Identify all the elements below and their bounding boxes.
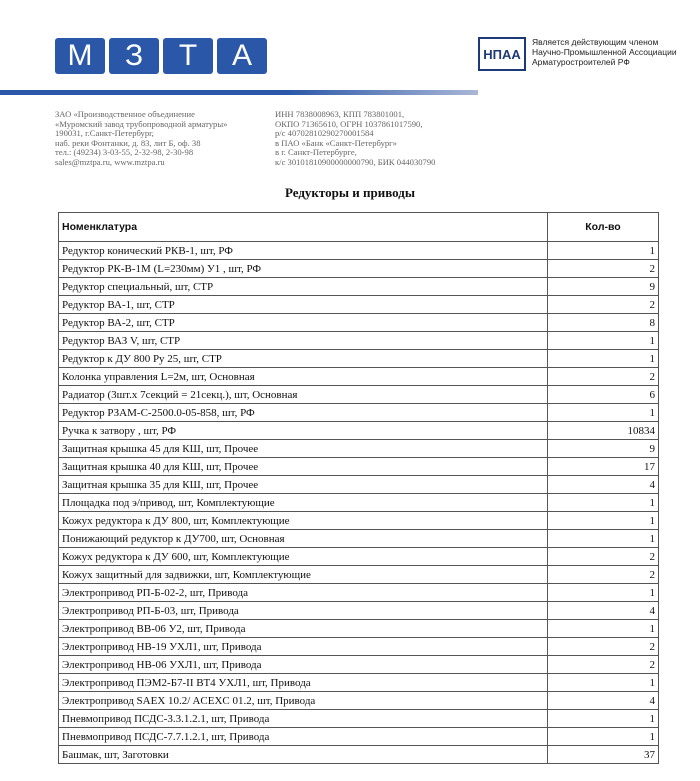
- table-row: [59, 404, 659, 422]
- logo-letter: З: [109, 38, 159, 74]
- item-quantity: 2: [548, 548, 659, 566]
- item-name: Ручка к затвору , шт, РФ: [59, 422, 548, 440]
- item-name: Редуктор ВАЗ V, шт, СТР: [59, 332, 548, 350]
- item-quantity: 1: [548, 512, 659, 530]
- item-name: Защитная крышка 40 для КШ, шт, Прочее: [59, 458, 548, 476]
- table-row: [59, 638, 659, 656]
- item-quantity: 1: [548, 674, 659, 692]
- item-quantity: 1: [548, 530, 659, 548]
- company-line: ОКПО 71365610, ОГРН 1037861017590,: [275, 118, 423, 129]
- item-quantity: 2: [548, 260, 659, 278]
- item-name: Электропривод НВ-19 УХЛ1, шт, Привода: [59, 638, 548, 656]
- table-row: [59, 368, 659, 386]
- table-row: [59, 386, 659, 404]
- company-details: [55, 110, 255, 168]
- table-row: [59, 278, 659, 296]
- item-name: Кожух защитный для задвижки, шт, Комплектующие: [59, 566, 548, 584]
- item-name: Электропривод РП-Б-02-2, шт, Привода: [59, 584, 548, 602]
- item-quantity: 8: [548, 314, 659, 332]
- item-quantity: 6: [548, 386, 659, 404]
- item-quantity: 1: [548, 494, 659, 512]
- item-name: Редуктор РЗАМ-С-2500.0-05-858, шт, РФ: [59, 404, 548, 422]
- item-name: Редуктор РК-В-1М (L=230мм) У1 , шт, РФ: [59, 260, 548, 278]
- table-row: [59, 314, 659, 332]
- association-text: Является действующим членом Научно-Промышленной Ассоциации Арматуростроителей РФ: [532, 37, 677, 67]
- item-name: Электропривод ВВ-06 У2, шт, Привода: [59, 620, 548, 638]
- table-row: [59, 728, 659, 746]
- item-name: Радиатор (3шт.х 7секций = 21секц.), шт, Основная: [59, 386, 548, 404]
- item-quantity: 1: [548, 242, 659, 260]
- table-row: [59, 440, 659, 458]
- company-line: в г. Санкт-Петербурге,: [275, 147, 357, 158]
- table-row: [59, 494, 659, 512]
- table-header-row: [59, 213, 659, 242]
- table-row: [59, 512, 659, 530]
- table-row: [59, 566, 659, 584]
- item-quantity: 2: [548, 566, 659, 584]
- item-quantity: 9: [548, 278, 659, 296]
- item-name: Защитная крышка 35 для КШ, шт, Прочее: [59, 476, 548, 494]
- item-quantity: 2: [548, 296, 659, 314]
- header-rule: [0, 90, 478, 95]
- table-row: [59, 584, 659, 602]
- table-row: [59, 476, 659, 494]
- table-row: [59, 656, 659, 674]
- table-row: [59, 458, 659, 476]
- item-quantity: 2: [548, 638, 659, 656]
- logo-letter: А: [217, 38, 267, 74]
- item-name: Редуктор к ДУ 800 Ру 25, шт, СТР: [59, 350, 548, 368]
- nomenclature-table: [58, 212, 659, 764]
- item-name: Кожух редуктора к ДУ 800, шт, Комплектующие: [59, 512, 548, 530]
- association-block: [478, 37, 687, 71]
- company-logo: [55, 38, 267, 74]
- table-row: [59, 620, 659, 638]
- item-quantity: 4: [548, 476, 659, 494]
- item-quantity: 1: [548, 728, 659, 746]
- item-quantity: 1: [548, 620, 659, 638]
- item-name: Понижающий редуктор к ДУ700, шт, Основная: [59, 530, 548, 548]
- item-quantity: 2: [548, 656, 659, 674]
- item-name: Кожух редуктора к ДУ 600, шт, Комплектующие: [59, 548, 548, 566]
- table-row: [59, 530, 659, 548]
- table-row: [59, 674, 659, 692]
- item-quantity: 1: [548, 350, 659, 368]
- column-header-name: Номенклатура: [59, 213, 548, 242]
- item-quantity: 4: [548, 602, 659, 620]
- item-name: Редуктор специальный, шт, СТР: [59, 278, 548, 296]
- item-quantity: 2: [548, 368, 659, 386]
- item-name: Башмак, шт, Заготовки: [59, 746, 548, 764]
- company-line: ЗАО «Производственное объединение: [55, 109, 195, 119]
- company-line: наб. реки Фонтанки, д. 83, лит Б, оф. 38: [55, 137, 201, 148]
- item-name: Электропривод РП-Б-03, шт, Привода: [59, 602, 548, 620]
- item-name: Площадка под э/привод, шт, Комплектующие: [59, 494, 548, 512]
- item-name: Редуктор ВА-2, шт, СТР: [59, 314, 548, 332]
- item-quantity: 1: [548, 584, 659, 602]
- company-line: тел.: (49234) 3-03-55, 2-32-98, 2-30-98: [55, 147, 194, 158]
- table-row: [59, 296, 659, 314]
- item-name: Электропривод ПЭМ2-Б7-II ВТ4 УХЛ1, шт, Привода: [59, 674, 548, 692]
- item-quantity: 1: [548, 404, 659, 422]
- table-row: [59, 350, 659, 368]
- logo-letter: Т: [163, 38, 213, 74]
- item-quantity: 1: [548, 710, 659, 728]
- document-title: Редукторы и приводы: [284, 185, 415, 200]
- association-logo: НПАА: [478, 37, 526, 71]
- company-line: «Муромский завод трубопроводной арматуры»: [55, 118, 228, 129]
- item-name: Пневмопривод ПСДС-3.3.1.2.1, шт, Привода: [59, 710, 548, 728]
- item-quantity: 9: [548, 440, 659, 458]
- item-quantity: 10834: [548, 422, 659, 440]
- bank-details: [275, 110, 475, 168]
- item-name: Пневмопривод ПСДС-7.7.1.2.1, шт, Привода: [59, 728, 548, 746]
- item-quantity: 1: [548, 332, 659, 350]
- item-name: Электропривод SAEX 10.2/ ACEXC 01.2, шт, Привода: [59, 692, 548, 710]
- company-line: sales@mztpa.ru, www.mztpa.ru: [55, 156, 165, 167]
- table-row: [59, 746, 659, 764]
- item-name: Электропривод НВ-06 УХЛ1, шт, Привода: [59, 656, 548, 674]
- item-name: Редуктор ВА-1, шт, СТР: [59, 296, 548, 314]
- table-row: [59, 710, 659, 728]
- table-row: [59, 422, 659, 440]
- company-line: к/с 30101810900000000790, БИК 044030790: [275, 156, 436, 167]
- item-quantity: 37: [548, 746, 659, 764]
- item-quantity: 17: [548, 458, 659, 476]
- table-row: [59, 548, 659, 566]
- table-row: [59, 332, 659, 350]
- company-line: в ПАО «Банк «Санкт-Петербург»: [275, 137, 397, 148]
- company-line: 190031, г.Санкт-Петербург,: [55, 128, 154, 139]
- table-row: [59, 602, 659, 620]
- company-line: р/с 40702810290270001584: [275, 128, 374, 139]
- table-row: [59, 260, 659, 278]
- item-name: Защитная крышка 45 для КШ, шт, Прочее: [59, 440, 548, 458]
- item-quantity: 4: [548, 692, 659, 710]
- item-name: Редуктор конический РКВ-1, шт, РФ: [59, 242, 548, 260]
- table-row: [59, 242, 659, 260]
- table-row: [59, 692, 659, 710]
- logo-letter: М: [55, 38, 105, 74]
- item-name: Колонка управления L=2м, шт, Основная: [59, 368, 548, 386]
- company-line: ИНН 7838008963, КПП 783801001,: [275, 109, 405, 119]
- column-header-qty: Кол-во: [548, 213, 659, 242]
